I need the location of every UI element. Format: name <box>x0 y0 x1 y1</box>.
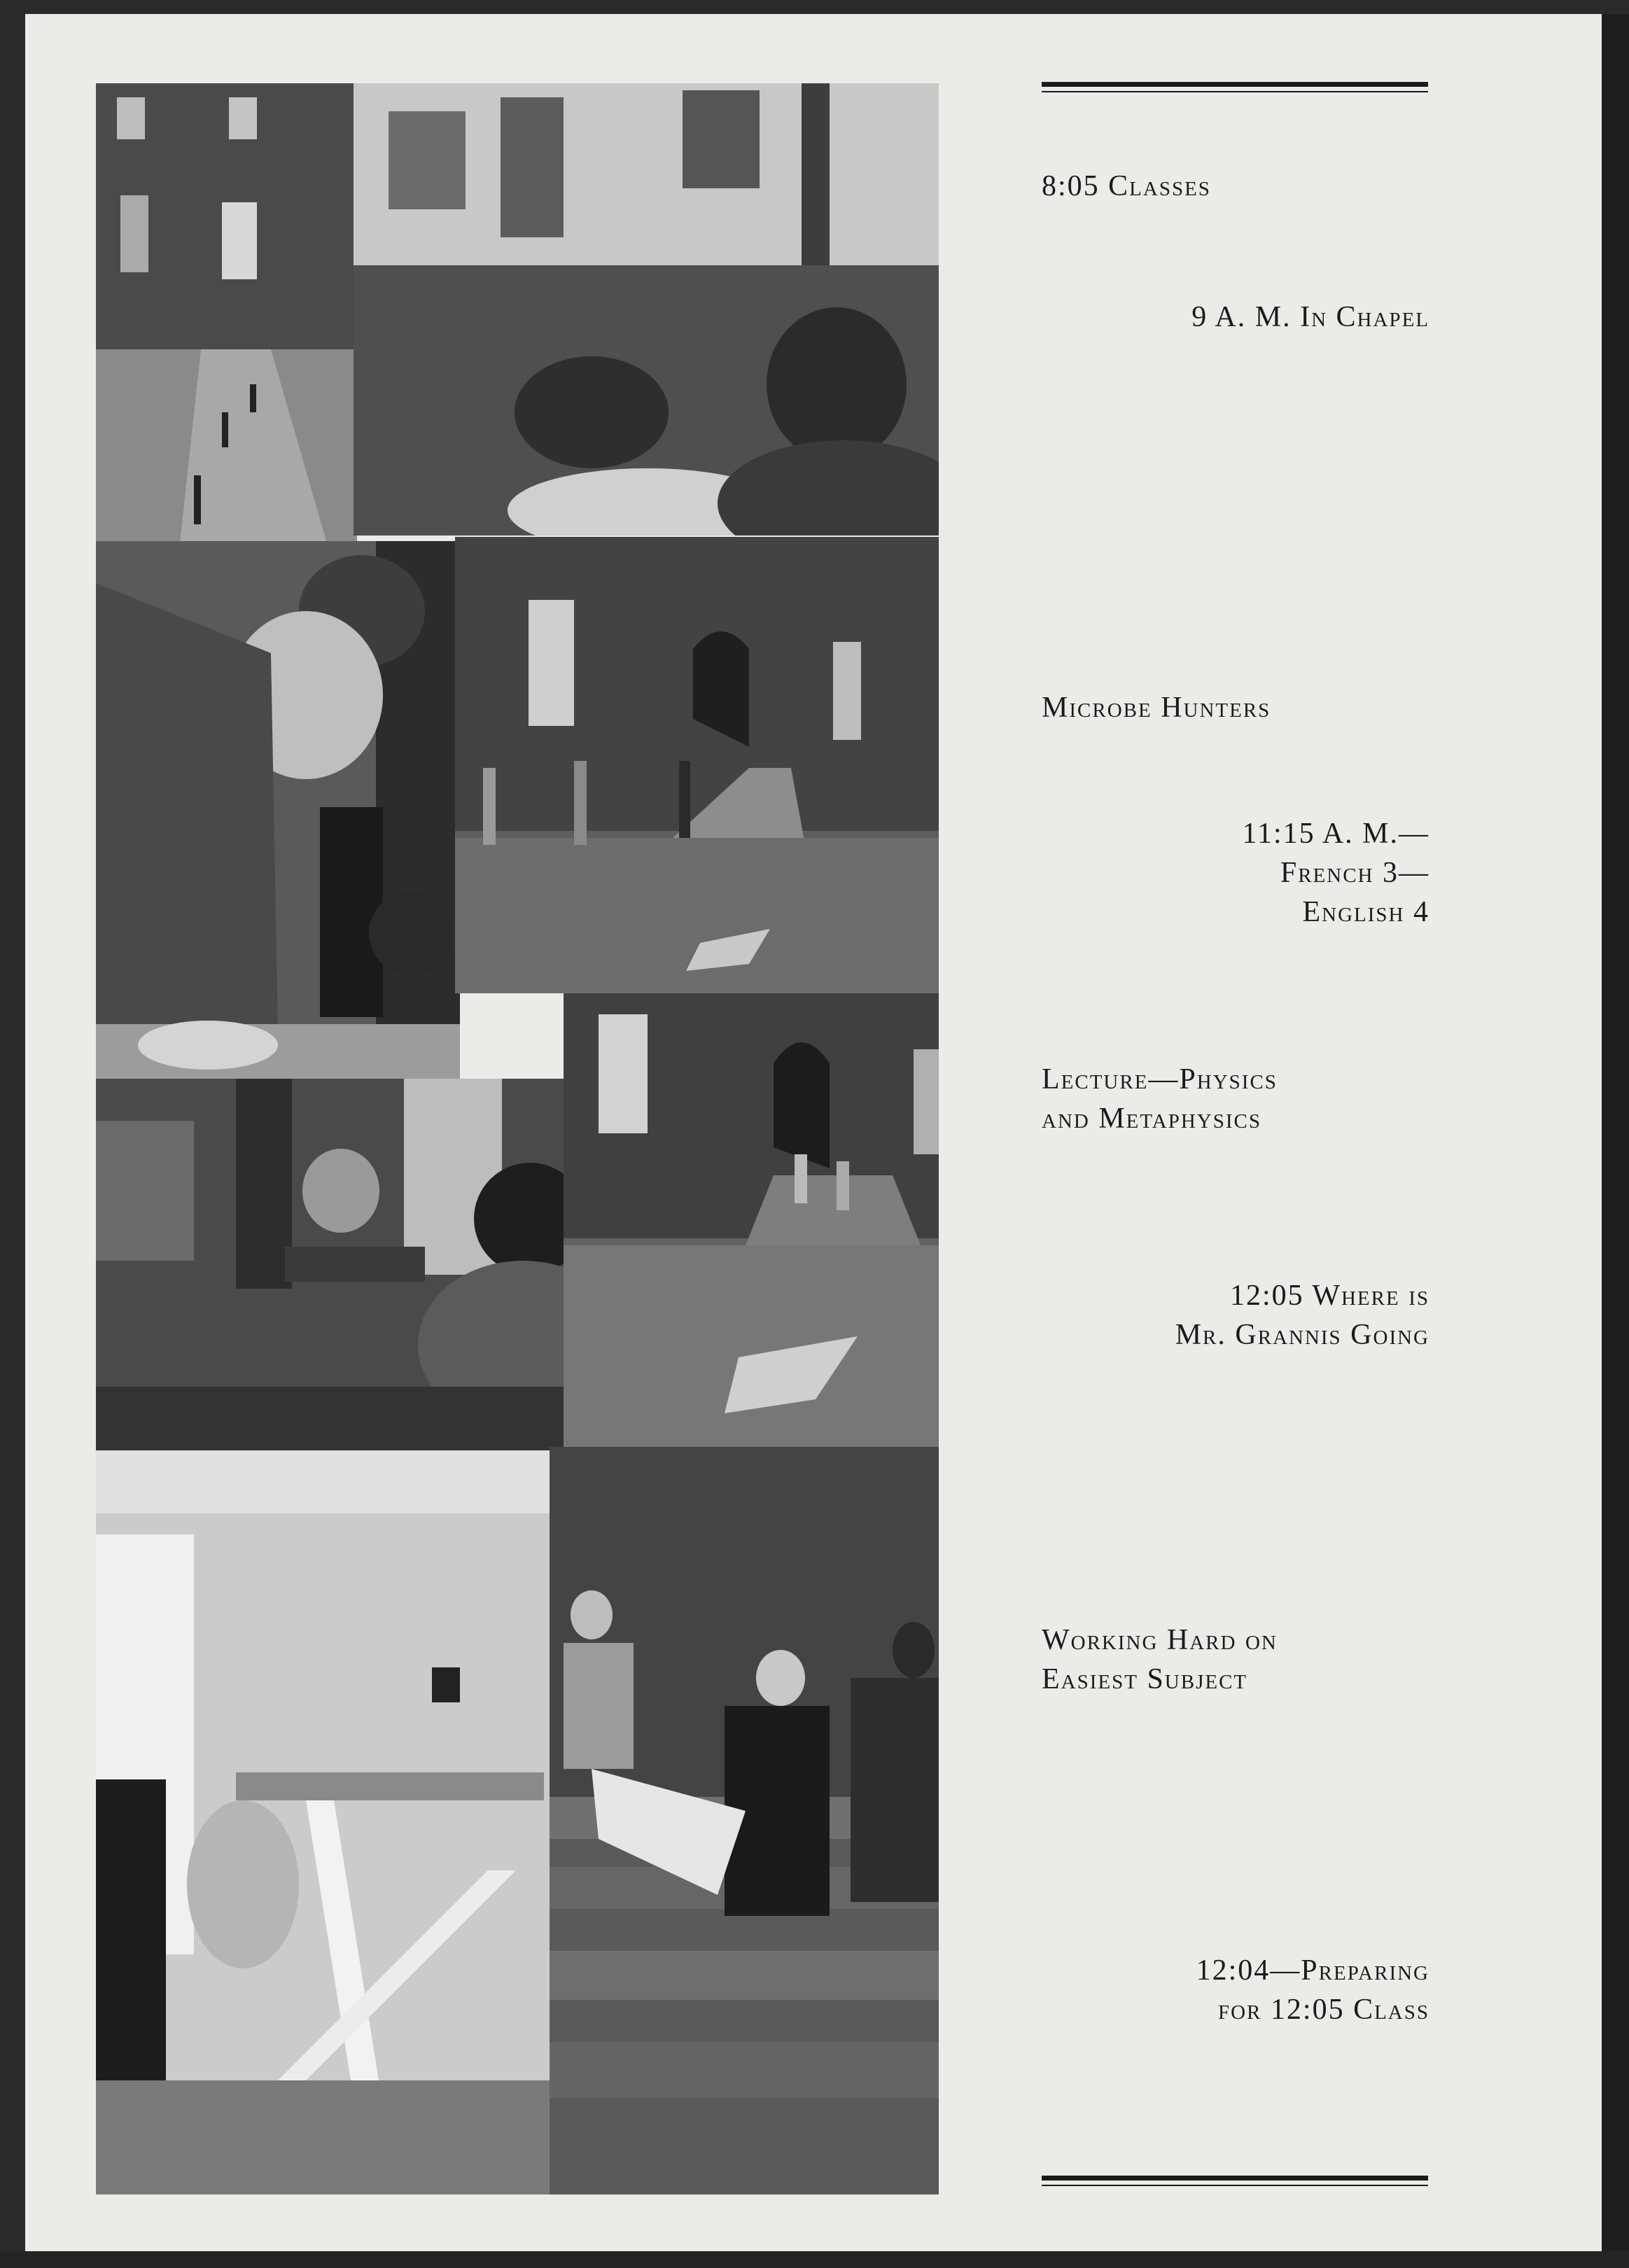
caption-preparing <box>1196 1951 1429 2029</box>
caption-lecture-physics <box>1042 1060 1278 1138</box>
top-rule <box>1042 82 1428 92</box>
caption-line: 8:05 Classes <box>1042 170 1211 202</box>
caption-line: 12:04—Preparing <box>1196 1954 1429 1987</box>
caption-french-english <box>1243 814 1429 932</box>
caption-mr-grannis <box>1175 1276 1429 1354</box>
photo-campus-walkway <box>96 83 357 543</box>
photo-classroom-table <box>96 1450 551 2194</box>
caption-line: Working Hard on <box>1042 1624 1278 1656</box>
caption-line: Microbe Hunters <box>1042 692 1271 724</box>
photo-entrance-stairs <box>564 993 939 1447</box>
photo-microscope <box>96 541 460 1084</box>
page-edge-bottom <box>0 2251 1629 2268</box>
caption-classes <box>1042 167 1211 206</box>
caption-line: Lecture—Physics <box>1042 1063 1278 1096</box>
page-edge-right <box>1602 14 1629 2251</box>
photo-chapel-audience <box>354 83 939 536</box>
photo-lecture-room <box>96 1079 565 1455</box>
caption-line: French 3— <box>1280 857 1429 889</box>
caption-line: for 12:05 Class <box>1217 1994 1429 2026</box>
caption-line: 9 A. M. In Chapel <box>1191 301 1429 333</box>
caption-microbe-hunters <box>1042 688 1271 727</box>
caption-line: and Metaphysics <box>1042 1102 1261 1135</box>
caption-line: English 4 <box>1302 896 1429 928</box>
photo-building-entrance <box>455 537 939 993</box>
caption-line: Easiest Subject <box>1042 1663 1248 1695</box>
caption-line: Mr. Grannis Going <box>1175 1319 1429 1351</box>
caption-chapel <box>1191 298 1429 337</box>
caption-line: 11:15 A. M.— <box>1242 818 1429 850</box>
bottom-rule <box>1042 2176 1428 2186</box>
caption-working-hard <box>1042 1620 1278 1699</box>
photo-students-steps <box>550 1447 939 2194</box>
caption-line: 12:05 Where is <box>1229 1280 1429 1312</box>
